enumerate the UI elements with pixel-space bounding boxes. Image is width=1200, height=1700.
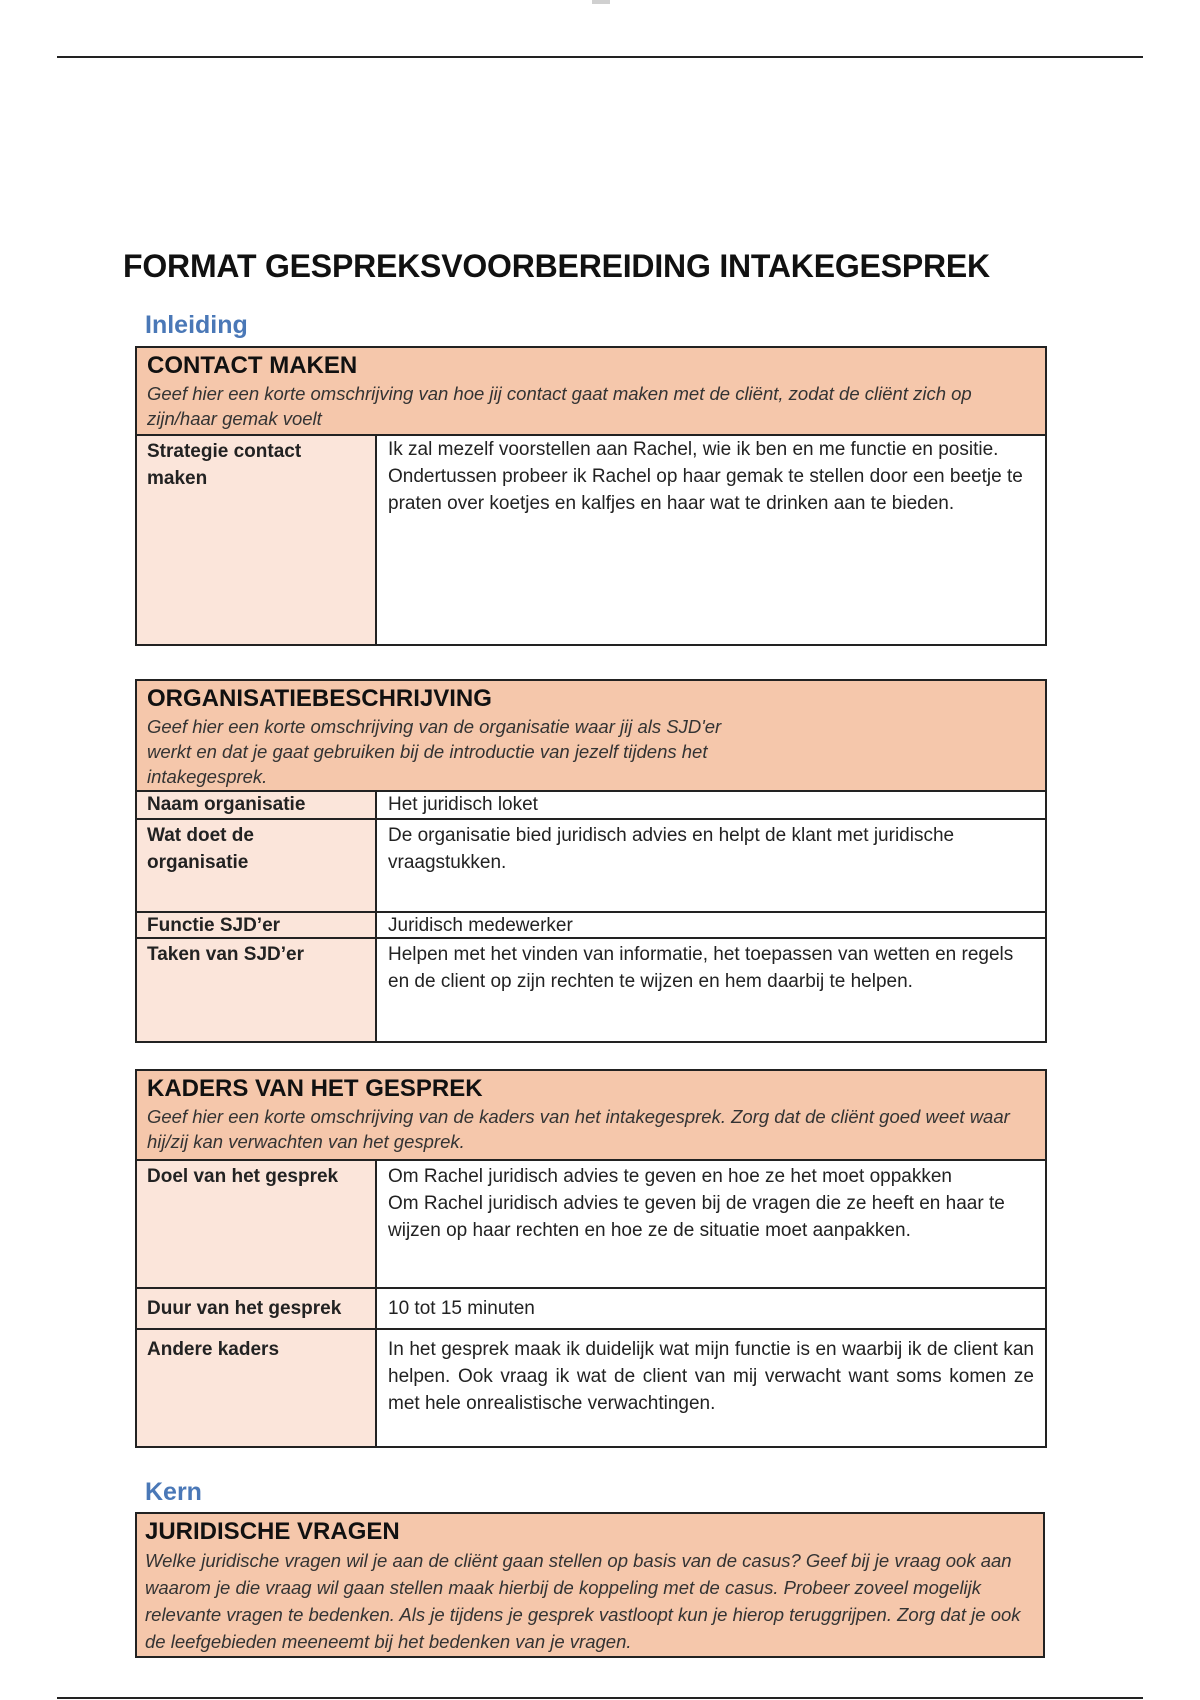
row-label-text: Wat doet de organisatie xyxy=(147,825,254,873)
footer-rule xyxy=(57,1697,1143,1699)
row-label: Andere kaders xyxy=(137,1330,377,1446)
table-row xyxy=(137,436,1045,644)
organisation-section xyxy=(135,679,1047,1043)
frames-header xyxy=(137,1071,1045,1161)
row-label: Taken van SJD’er xyxy=(137,939,377,1041)
legal-questions-description: Welke juridische vragen wil je aan de cliënt gaan stellen op basis van de casus? Geef bij je vraag ook aan waarom je die vraag wil gaan stellen maak hierbij de koppeling met de casus. Probeer zoveel mogelijk relevante vragen te bedenken. Als je tijdens je gesprek vastloopt kun je hierop teruggrijpen. Zorg dat je ook de leefgebieden meeneemt bij het bedenken van je vragen. xyxy=(145,1550,1021,1652)
row-value: In het gesprek maak ik duidelijk wat mijn functie is en waarbij ik de client kan helpen. Ook vraag ik wat de client van mij verwacht want soms komen ze met hele onrealistische verwachtingen. xyxy=(388,1339,1034,1414)
section-heading-inleiding: Inleiding xyxy=(145,311,248,339)
organisation-title: ORGANISATIEBESCHRIJVING xyxy=(147,685,492,712)
row-label: Strategie contact maken xyxy=(137,436,377,644)
row-label: Functie SJD’er xyxy=(137,913,377,937)
frames-description: Geef hier een korte omschrijving van de kaders van het intakegesprek. Zorg dat de cliënt goed weet waar hij/zij kan verwachten van het gesprek. xyxy=(147,1106,1010,1152)
organisation-description: Geef hier een korte omschrijving van de organisatie waar jij als SJD'er werkt en dat je gaat gebruiken bij de introductie van jezelf tijdens het intakegesprek. xyxy=(147,716,722,787)
row-value: 10 tot 15 minuten xyxy=(388,1298,535,1319)
organisation-header xyxy=(137,681,1045,792)
row-label: Doel van het gesprek xyxy=(137,1161,377,1287)
table-row xyxy=(137,818,1045,911)
table-row xyxy=(137,1161,1045,1287)
table-row xyxy=(137,792,1045,818)
table-row xyxy=(137,911,1045,937)
row-label: Naam organisatie xyxy=(137,792,377,818)
table-row xyxy=(137,1287,1045,1328)
frames-title: KADERS VAN HET GESPREK xyxy=(147,1075,483,1102)
row-value: Om Rachel juridisch advies te geven en hoe ze het moet oppakken Om Rachel juridisch advies te geven bij de vragen die ze heeft en haar te wijzen op haar rechten en hoe ze de situatie moet aanpakken. xyxy=(388,1166,1005,1241)
contact-title: CONTACT MAKEN xyxy=(147,352,358,379)
row-value: De organisatie bied juridisch advies en helpt de klant met juridische vraagstukken. xyxy=(388,825,955,873)
contact-section xyxy=(135,346,1047,646)
page-top-marker xyxy=(592,0,610,4)
legal-questions-section xyxy=(135,1512,1045,1658)
table-row xyxy=(137,937,1045,1041)
table-row xyxy=(137,1328,1045,1446)
row-value: Het juridisch loket xyxy=(388,794,538,815)
row-label xyxy=(137,820,377,911)
legal-questions-title: JURIDISCHE VRAGEN xyxy=(145,1518,400,1545)
row-value: Helpen met het vinden van informatie, het toepassen van wetten en regels en de client op zijn rechten te wijzen en hem daarbij te helpen. xyxy=(388,944,1014,992)
row-label: Duur van het gesprek xyxy=(137,1289,377,1328)
page-title: FORMAT GESPREKSVOORBEREIDING INTAKEGESPREK xyxy=(123,248,990,284)
row-value: Ik zal mezelf voorstellen aan Rachel, wie ik ben en me functie en positie. Ondertussen probeer ik Rachel op haar gemak te stellen door een beetje te praten over koetjes en kalfjes en haar wat te drinken aan te bieden. xyxy=(388,439,1023,514)
contact-description: Geef hier een korte omschrijving van hoe jij contact gaat maken met de cliënt, zodat de cliënt zich op zijn/haar gemak voelt xyxy=(147,383,972,429)
row-value: Juridisch medewerker xyxy=(388,915,573,936)
section-heading-kern: Kern xyxy=(145,1478,202,1506)
contact-header xyxy=(137,348,1045,436)
legal-questions-header xyxy=(137,1514,1043,1656)
header-rule xyxy=(57,56,1143,58)
frames-section xyxy=(135,1069,1047,1448)
